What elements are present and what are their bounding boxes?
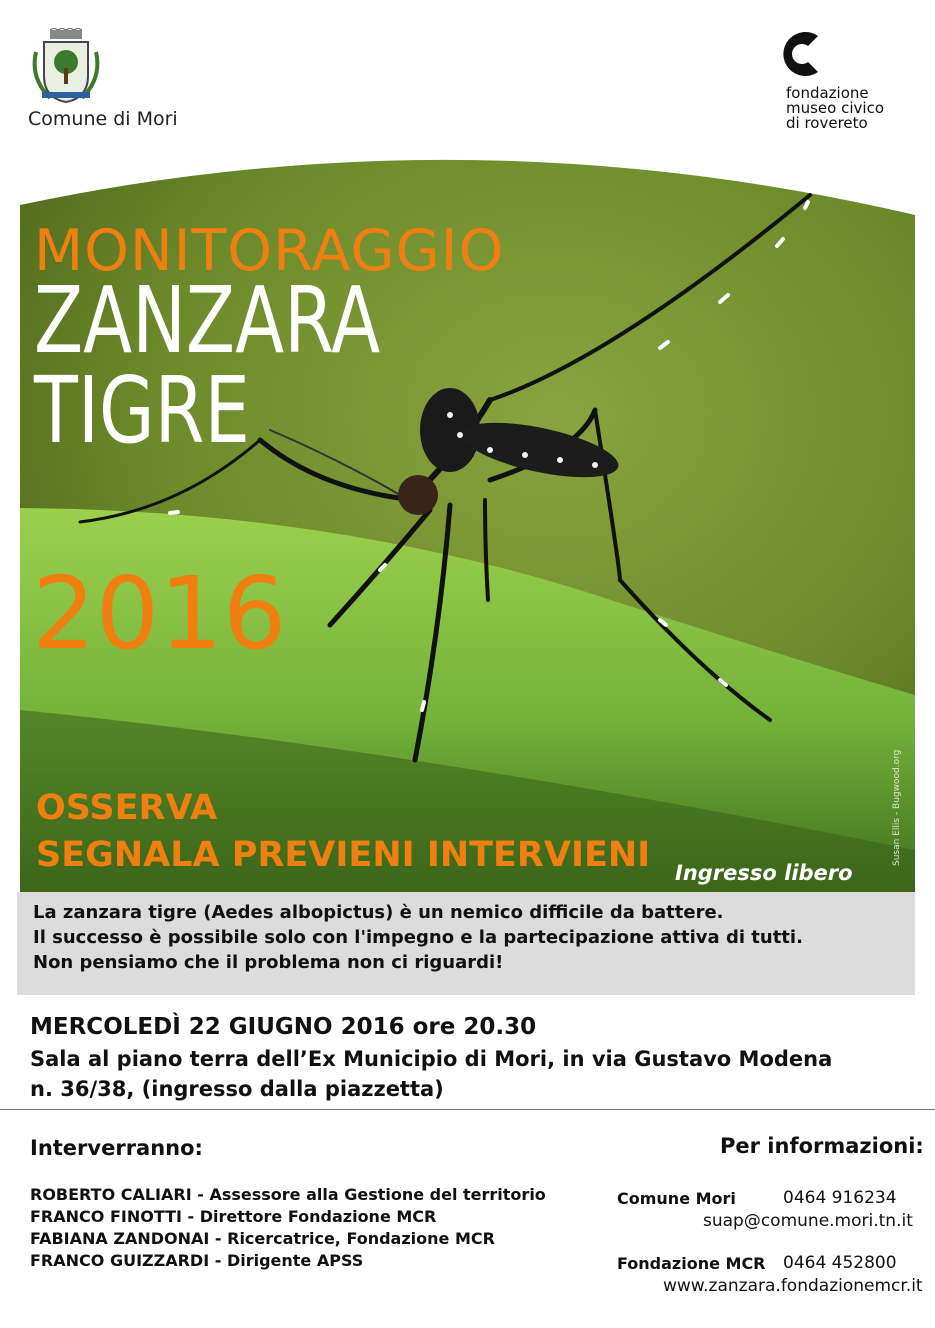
fondazione-label-line2: museo civico	[786, 99, 884, 117]
hero-photo	[20, 150, 915, 892]
comune-mori-phone: 0464 916234	[783, 1188, 897, 1208]
fondazione-label-line1: fondazione	[786, 84, 869, 102]
fondazione-mcr-logo	[778, 28, 908, 138]
intro-line-3: Non pensiamo che il problema non ci riguardi!	[33, 952, 504, 973]
speaker-item: FRANCO GUIZZARDI - Dirigente APSS	[30, 1251, 364, 1270]
comune-mori-contact-label: Comune Mori	[617, 1189, 736, 1208]
comune-mori-email-link[interactable]: suap@comune.mori.tn.it	[703, 1211, 913, 1231]
comune-di-mori-logo	[28, 28, 178, 133]
fondazione-mcr-contact-label: Fondazione MCR	[617, 1254, 766, 1273]
event-venue-line2: n. 36/38, (ingresso dalla piazzetta)	[30, 1077, 444, 1101]
section-divider	[0, 1109, 935, 1110]
speaker-item: FABIANA ZANDONAI - Ricercatrice, Fondazione MCR	[30, 1229, 495, 1248]
speaker-item: ROBERTO CALIARI - Assessore alla Gestione del territorio	[30, 1185, 546, 1204]
title-zanzara: ZANZARA	[34, 267, 381, 374]
event-date-time: MERCOLEDÌ 22 GIUGNO 2016 ore 20.30	[30, 1014, 537, 1040]
intro-line-1: La zanzara tigre (Aedes albopictus) è un nemico difficile da battere.	[33, 902, 724, 923]
fondazione-mcr-phone: 0464 452800	[783, 1253, 897, 1273]
speakers-heading: Interverranno:	[30, 1136, 203, 1160]
comune-di-mori-label: Comune di Mori	[28, 108, 178, 130]
fondazione-c-mark-icon	[778, 28, 826, 80]
title-monitoraggio: MONITORAGGIO	[34, 218, 505, 284]
title-year: 2016	[32, 555, 287, 672]
slogan-osserva: OSSERVA	[36, 788, 218, 828]
municipal-crest-icon	[28, 28, 104, 108]
event-venue-line1: Sala al piano terra dell’Ex Municipio di Mori, in via Gustavo Modena	[30, 1047, 833, 1071]
title-tigre: TIGRE	[34, 357, 250, 464]
speaker-item: FRANCO FINOTTI - Direttore Fondazione MCR	[30, 1207, 437, 1226]
intro-line-2: Il successo è possibile solo con l'impegno e la partecipazione attiva di tutti.	[33, 927, 803, 948]
photo-credit: Susan Ellis - Bugwood.org	[892, 749, 902, 866]
intro-band	[17, 892, 915, 995]
fondazione-label-line3: di rovereto	[786, 114, 868, 132]
info-heading: Per informazioni:	[720, 1134, 924, 1158]
ingresso-libero-label: Ingresso libero	[675, 861, 853, 885]
fondazione-mcr-website-link[interactable]: www.zanzara.fondazionemcr.it	[663, 1276, 923, 1296]
slogan-segnala: SEGNALA PREVIENI INTERVIENI	[36, 835, 651, 875]
